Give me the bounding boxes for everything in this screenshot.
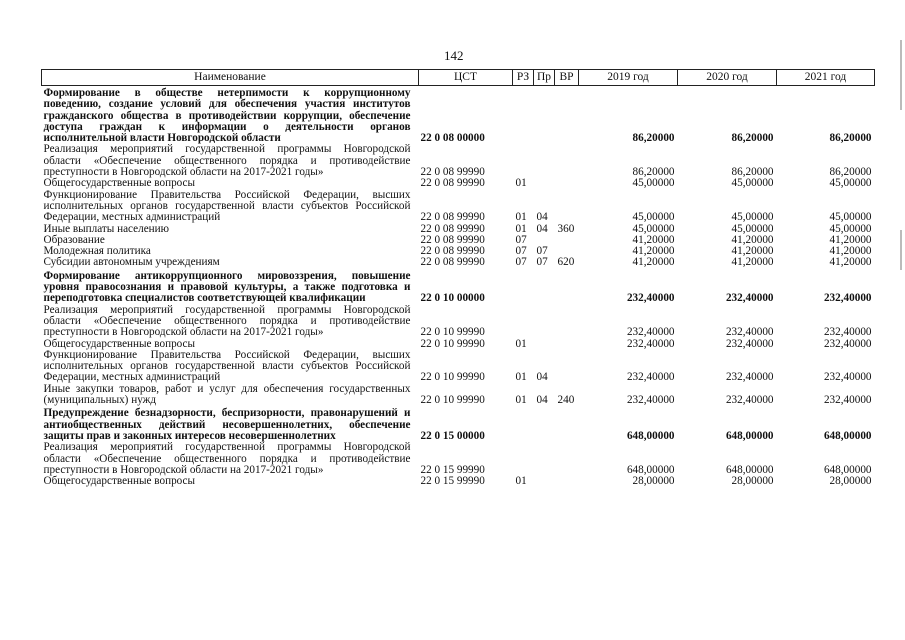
table-row <box>42 178 875 189</box>
table-row <box>42 350 875 384</box>
row-pr <box>534 305 555 339</box>
row-2020: 648,00000 <box>725 429 774 442</box>
row-pr: 07 <box>536 245 548 258</box>
row-2020: 232,40000 <box>725 371 774 384</box>
header-cst: ЦСТ <box>419 70 513 86</box>
row-2020: 232,40000 <box>725 292 774 305</box>
row-vr: 620 <box>557 256 575 269</box>
header-2020: 2020 год <box>678 70 777 86</box>
row-2019: 86,20000 <box>632 132 675 145</box>
row-name: Функционирование Правительства Российской Федерации, высших исполнительных органов государственной власти субъектов Российской Федерации, местных администраций <box>43 348 411 384</box>
row-rz <box>513 442 534 476</box>
row-2020: 41,20000 <box>731 245 774 258</box>
header-vr: ВР <box>555 70 579 86</box>
row-2020: 648,00000 <box>725 463 774 476</box>
table-row <box>42 406 875 442</box>
row-2021: 648,00000 <box>823 463 872 476</box>
row-cst: 22 0 08 00000 <box>420 132 485 145</box>
row-vr <box>555 178 579 189</box>
row-2021: 232,40000 <box>823 337 872 350</box>
row-2021: 45,00000 <box>829 177 872 190</box>
row-vr <box>555 442 579 476</box>
row-vr <box>555 406 579 442</box>
row-name: Иные закупки товаров, работ и услуг для обеспечения государственных (муниципальных) нужд <box>43 382 411 407</box>
row-rz: 07 <box>515 245 527 258</box>
row-vr <box>555 190 579 224</box>
row-2021: 232,40000 <box>823 292 872 305</box>
table-row <box>42 476 875 487</box>
row-2020: 86,20000 <box>731 166 774 179</box>
row-rz: 01 <box>515 337 527 350</box>
row-name: Субсидии автономным учреждениям <box>43 256 220 269</box>
row-name: Общегосударственные вопросы <box>43 475 196 488</box>
row-2019: 648,00000 <box>626 429 675 442</box>
row-rz: 01 <box>515 222 527 235</box>
row-rz: 07 <box>515 233 527 246</box>
row-vr: 240 <box>557 394 575 407</box>
row-pr <box>534 476 555 487</box>
row-2021: 41,20000 <box>829 233 872 246</box>
row-vr <box>555 269 579 305</box>
row-pr: 07 <box>536 256 548 269</box>
table-row <box>42 257 875 268</box>
row-2021: 45,00000 <box>829 211 872 224</box>
row-cst: 22 0 10 99990 <box>420 337 485 350</box>
header-rz: РЗ <box>513 70 534 86</box>
row-cst: 22 0 10 99990 <box>420 326 485 339</box>
row-2021: 86,20000 <box>829 132 872 145</box>
budget-table <box>41 69 875 487</box>
header-pr: Пр <box>534 70 555 86</box>
row-2019: 232,40000 <box>626 337 675 350</box>
row-cst: 22 0 10 99990 <box>420 394 485 407</box>
row-pr <box>534 406 555 442</box>
row-pr <box>534 442 555 476</box>
table-row <box>42 384 875 407</box>
header-2021: 2021 год <box>777 70 875 86</box>
row-name: Реализация мероприятий государственной программы Новгородской области «Обеспечение общественного порядка и противодействие преступности в Новгородской области на 2017-2021 годы» <box>43 441 411 476</box>
row-cst: 22 0 08 99990 <box>420 233 485 246</box>
row-name: Функционирование Правительства Российской Федерации, высших исполнительных органов государственной власти субъектов Российской Федерации, местных администраций <box>43 188 411 224</box>
row-2020: 45,00000 <box>731 177 774 190</box>
row-vr <box>555 305 579 339</box>
row-rz <box>513 269 534 305</box>
row-rz <box>513 144 534 178</box>
row-pr <box>534 86 555 145</box>
header-name: Наименование <box>42 70 419 86</box>
scan-edge-mark <box>900 230 902 270</box>
row-2019: 45,00000 <box>632 222 675 235</box>
row-rz <box>513 305 534 339</box>
row-cst: 22 0 10 00000 <box>420 292 485 305</box>
row-2021: 232,40000 <box>823 326 872 339</box>
row-cst: 22 0 08 99990 <box>420 245 485 258</box>
row-vr <box>555 144 579 178</box>
row-pr <box>534 144 555 178</box>
row-2021: 41,20000 <box>829 256 872 269</box>
row-2021: 41,20000 <box>829 245 872 258</box>
row-vr <box>555 235 579 246</box>
row-pr: 04 <box>536 211 548 224</box>
row-vr <box>555 476 579 487</box>
row-pr <box>534 269 555 305</box>
row-pr <box>534 339 555 350</box>
row-rz: 01 <box>515 371 527 384</box>
row-pr: 04 <box>536 371 548 384</box>
row-2020: 28,00000 <box>731 475 774 488</box>
row-cst: 22 0 08 99990 <box>420 222 485 235</box>
row-name: Формирование антикоррупционного мировоззрения, повышение уровня правосознания и правовой культуры, а также подготовка и переподготовка специалистов соответствующей квалификации <box>43 269 411 305</box>
row-cst: 22 0 08 99990 <box>420 256 485 269</box>
header-2019: 2019 год <box>579 70 678 86</box>
table-row <box>42 190 875 224</box>
row-pr <box>534 178 555 189</box>
row-2019: 41,20000 <box>632 256 675 269</box>
row-2019: 232,40000 <box>626 292 675 305</box>
row-cst: 22 0 15 99990 <box>420 463 485 476</box>
row-rz <box>513 86 534 145</box>
row-name: Реализация мероприятий государственной программы Новгородской области «Обеспечение общественного порядка и противодействие преступности в Новгородской области на 2017-2021 годы» <box>43 143 411 179</box>
row-2020: 86,20000 <box>731 132 774 145</box>
row-rz: 01 <box>515 394 527 407</box>
row-2019: 232,40000 <box>626 326 675 339</box>
row-2021: 45,00000 <box>829 222 872 235</box>
row-rz: 07 <box>515 256 527 269</box>
row-2019: 41,20000 <box>632 245 675 258</box>
row-2019: 41,20000 <box>632 233 675 246</box>
row-2020: 232,40000 <box>725 394 774 407</box>
row-2020: 41,20000 <box>731 256 774 269</box>
row-cst: 22 0 08 99990 <box>420 177 485 190</box>
table-header-row <box>42 70 875 86</box>
row-name: Предупреждение безнадзорности, беспризорности, правонарушений и антиобщественных действий несовершеннолетних, обеспечение защиты прав и законных интересов несовершеннолетних <box>43 407 411 442</box>
row-2020: 45,00000 <box>731 211 774 224</box>
table-row <box>42 305 875 339</box>
table-row <box>42 269 875 305</box>
row-cst: 22 0 10 99990 <box>420 371 485 384</box>
page-number: 142 <box>444 48 464 63</box>
row-2019: 45,00000 <box>632 177 675 190</box>
row-2019: 648,00000 <box>626 463 675 476</box>
row-rz <box>513 406 534 442</box>
row-2020: 45,00000 <box>731 222 774 235</box>
row-2019: 86,20000 <box>632 166 675 179</box>
table-row <box>42 86 875 145</box>
row-2020: 232,40000 <box>725 337 774 350</box>
row-name: Образование <box>43 233 105 246</box>
table-row <box>42 144 875 178</box>
row-2021: 648,00000 <box>823 429 872 442</box>
row-cst: 22 0 08 99990 <box>420 166 485 179</box>
row-2021: 28,00000 <box>829 475 872 488</box>
row-cst: 22 0 15 99990 <box>420 475 485 488</box>
row-2020: 41,20000 <box>731 233 774 246</box>
scan-edge-mark <box>900 40 902 110</box>
row-rz: 01 <box>515 211 527 224</box>
row-2019: 232,40000 <box>626 394 675 407</box>
row-2019: 232,40000 <box>626 371 675 384</box>
row-vr: 360 <box>557 222 575 235</box>
row-name: Молодежная политика <box>43 245 151 258</box>
row-rz: 01 <box>515 177 527 190</box>
row-2019: 45,00000 <box>632 211 675 224</box>
row-name: Общегосударственные вопросы <box>43 177 196 190</box>
row-name: Общегосударственные вопросы <box>43 337 196 350</box>
row-2020: 232,40000 <box>725 326 774 339</box>
row-vr <box>555 350 579 384</box>
row-name: Иные выплаты населению <box>43 222 169 235</box>
row-rz: 01 <box>515 475 527 488</box>
row-name: Реализация мероприятий государственной программы Новгородской области «Обеспечение общественного порядка и противодействие преступности в Новгородской области на 2017-2021 годы» <box>43 303 411 339</box>
row-2021: 232,40000 <box>823 394 872 407</box>
row-2021: 86,20000 <box>829 166 872 179</box>
table-row <box>42 442 875 476</box>
row-pr: 04 <box>536 394 548 407</box>
row-name: Формирование в обществе нетерпимости к коррупционному поведению, создание условий для обеспечения участия институтов гражданского общества в противодействии коррупции, обеспечение доступа граждан к информации о деятельности органов исполнительной власти Новгородской области <box>43 87 411 145</box>
row-2019: 28,00000 <box>632 475 675 488</box>
row-vr <box>555 339 579 350</box>
row-pr: 04 <box>536 222 548 235</box>
row-cst: 22 0 15 00000 <box>420 429 485 442</box>
row-cst: 22 0 08 99990 <box>420 211 485 224</box>
row-2021: 232,40000 <box>823 371 872 384</box>
row-vr <box>555 86 579 145</box>
